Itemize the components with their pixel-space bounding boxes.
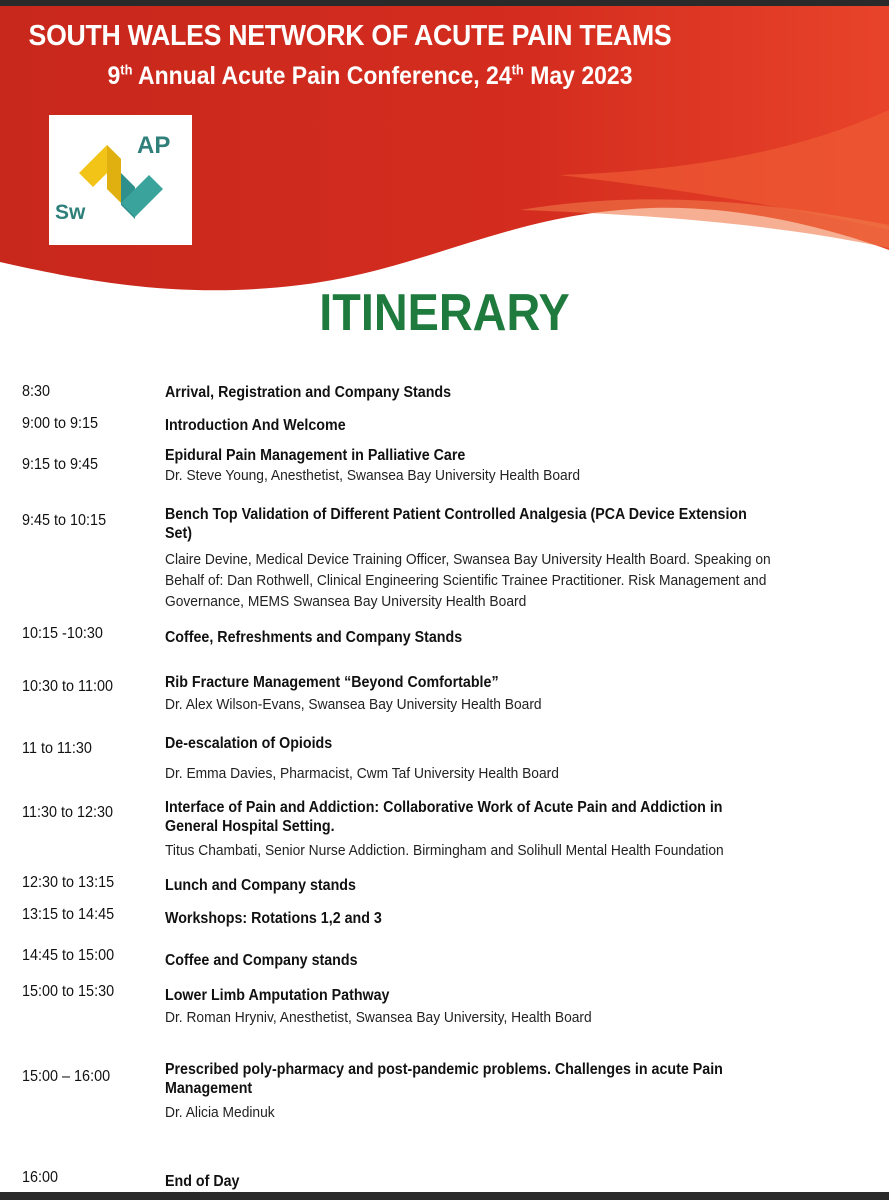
bottom-border (0, 1192, 889, 1200)
itinerary-title: ITINERARY (319, 284, 570, 342)
schedule-title: Epidural Pain Management in Palliative Care (165, 447, 466, 464)
schedule-title: De-escalation of Opioids (165, 735, 333, 752)
schedule-details: Claire Devine, Medical Device Training Officer, Swansea Bay University Health Board. Speaking on Behalf of: Dan Rothwell, Clinical Engineering Scientific Trainee Practitioner. Risk Management and Governance, MEMS Swansea Bay University Health Board (165, 551, 771, 610)
swnap-logo (49, 115, 192, 245)
schedule-details: Dr. Steve Young, Anesthetist, Swansea Bay University Health Board (165, 467, 581, 484)
schedule-time: 11:30 to 12:30 (22, 804, 114, 821)
schedule-time: 9:00 to 9:15 (22, 415, 99, 432)
date-suffix: th (511, 61, 524, 78)
conference-date-end: May 2023 (523, 62, 633, 90)
schedule-time: 15:00 to 15:30 (22, 983, 115, 1000)
schedule-details: Titus Chambati, Senior Nurse Addiction. Birmingham and Solihull Mental Health Foundation (165, 842, 724, 859)
schedule-title: Lunch and Company stands (165, 877, 356, 894)
schedule-time: 11 to 11:30 (22, 740, 92, 757)
ordinal-suffix: th (120, 61, 133, 78)
organisation-heading: SOUTH WALES NETWORK OF ACUTE PAIN TEAMS (28, 20, 672, 52)
schedule-details: Dr. Alicia Medinuk (165, 1104, 275, 1121)
schedule-time: 15:00 – 16:00 (22, 1068, 111, 1085)
schedule-title: Introduction And Welcome (165, 417, 346, 434)
schedule-title: Lower Limb Amputation Pathway (165, 987, 390, 1004)
schedule-title: Arrival, Registration and Company Stands (165, 384, 452, 401)
schedule-title: Coffee and Company stands (165, 952, 358, 969)
schedule-title: Workshops: Rotations 1,2 and 3 (165, 910, 382, 927)
ordinal-number: 9 (107, 62, 121, 90)
schedule-time: 10:15 -10:30 (22, 625, 103, 642)
schedule-time: 13:15 to 14:45 (22, 906, 115, 923)
swnap-logo-mark (49, 115, 192, 245)
schedule-title: Coffee, Refreshments and Company Stands (165, 629, 463, 646)
schedule-details: Dr. Emma Davies, Pharmacist, Cwm Taf University Health Board (165, 765, 559, 782)
schedule-title: Rib Fracture Management “Beyond Comfortable” (165, 674, 499, 691)
schedule-title: End of Day (165, 1173, 240, 1190)
schedule-title: Interface of Pain and Addiction: Collaborative Work of Acute Pain and Addiction in General Hospital Setting. (165, 799, 723, 835)
schedule-time: 8:30 (22, 383, 51, 400)
schedule-title: Prescribed poly-pharmacy and post-pandemic problems. Challenges in acute Pain Management (165, 1061, 723, 1097)
schedule-time: 14:45 to 15:00 (22, 947, 115, 964)
schedule-time: 9:45 to 10:15 (22, 512, 107, 529)
logo-text-ap: AP (137, 132, 171, 159)
logo-text-sw: Sw (55, 201, 86, 224)
schedule-time: 10:30 to 11:00 (22, 678, 114, 695)
schedule-details: Dr. Alex Wilson-Evans, Swansea Bay University Health Board (165, 696, 542, 713)
schedule-time: 9:15 to 9:45 (22, 456, 99, 473)
schedule-time: 12:30 to 13:15 (22, 874, 115, 891)
schedule-title: Bench Top Validation of Different Patient Controlled Analgesia (PCA Device Extension Set) (165, 506, 747, 542)
conference-name: Annual Acute Pain Conference, 24 (132, 62, 512, 90)
conference-subtitle (30, 62, 711, 91)
schedule-details: Dr. Roman Hryniv, Anesthetist, Swansea Bay University, Health Board (165, 1009, 592, 1026)
schedule-time: 16:00 (22, 1169, 59, 1186)
